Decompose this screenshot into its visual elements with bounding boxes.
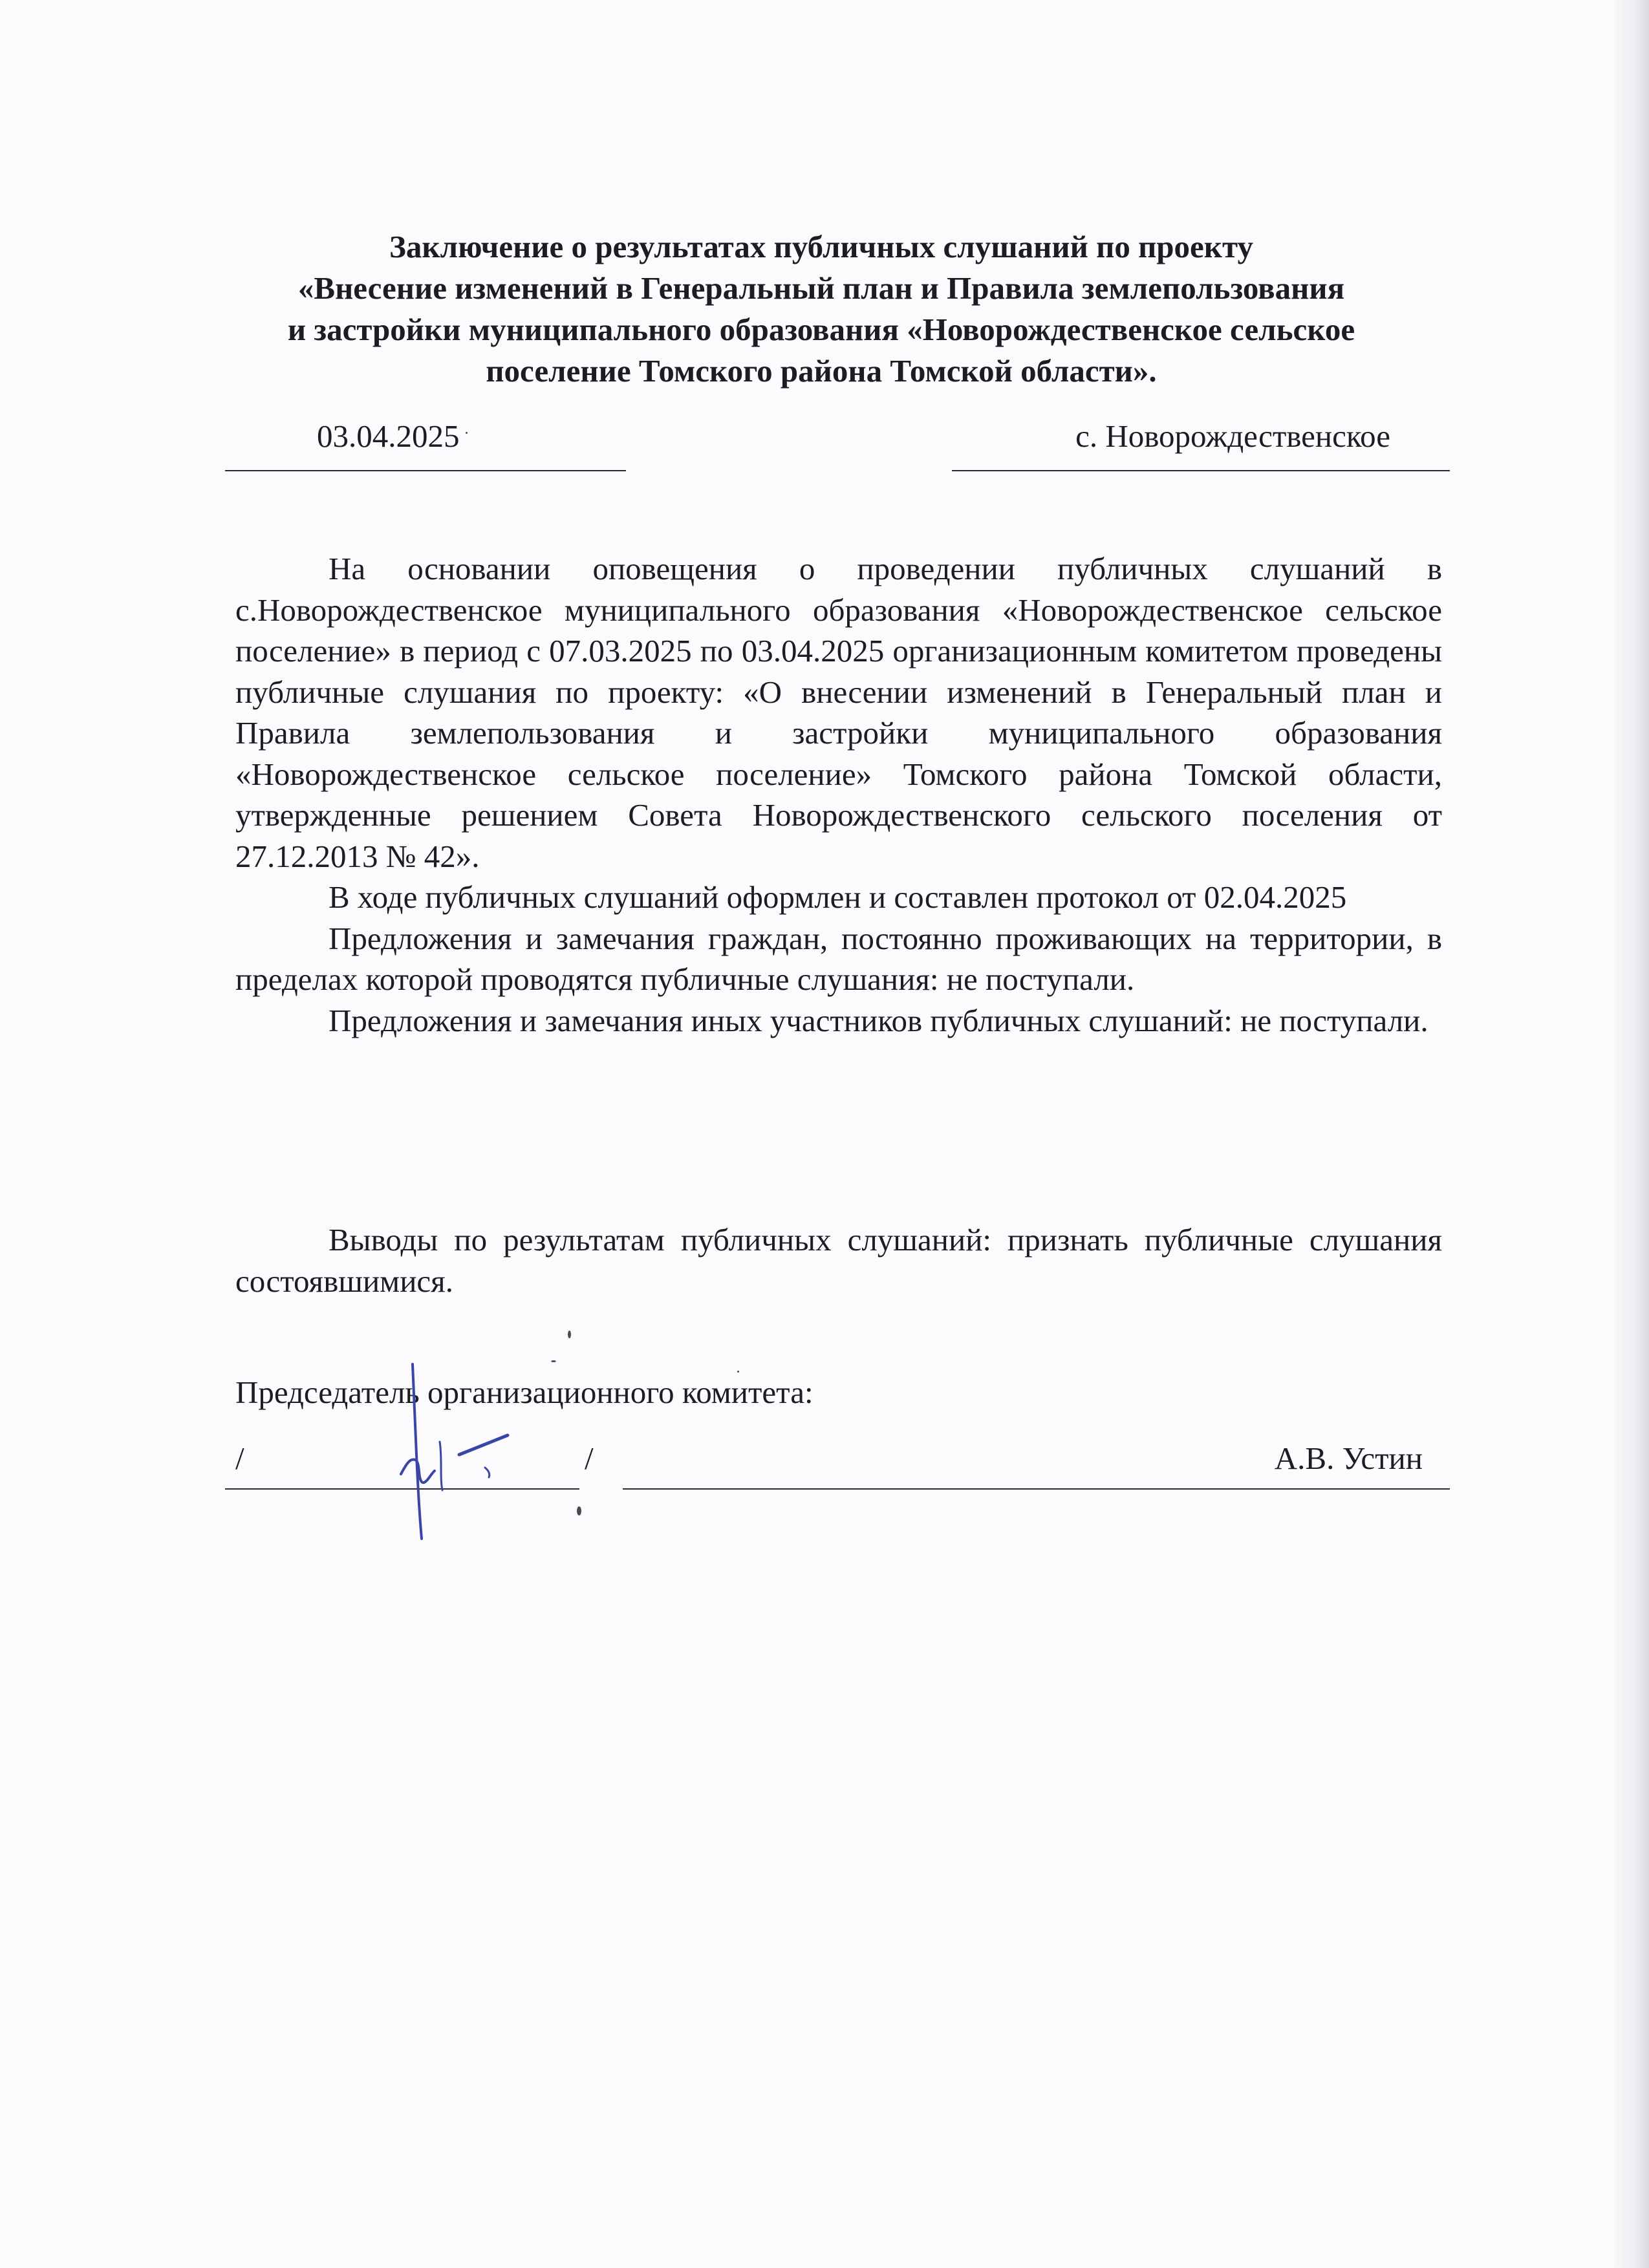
scan-speck — [737, 1371, 739, 1373]
paragraph-other-proposals: Предложения и замечания иных участников публичных слушаний: не поступали. — [329, 1002, 1428, 1038]
chairman-label: Председатель организационного комитета: — [235, 1375, 814, 1410]
place-underline — [952, 470, 1450, 471]
title-line-2: «Внесение изменений в Генеральный план и Правила землепользования — [297, 270, 1345, 306]
document-place: с. Новорождественское — [1075, 418, 1390, 454]
scan-speck — [466, 432, 468, 434]
scan-edge-shadow — [1610, 0, 1649, 2268]
paragraph-conclusion: Выводы по результатам публичных слушаний: признать публичные слушания состоявшимися. — [235, 1222, 1442, 1299]
scan-speck — [568, 1331, 571, 1338]
signature-slash-left: / — [235, 1440, 244, 1476]
document-title — [233, 226, 1410, 392]
paragraph-residents-proposals: Предложения и замечания граждан, постоянно проживающих на территории, в пределах которой проводятся публичные слушания: не поступали. — [235, 920, 1442, 997]
signature-slash-right: / — [585, 1440, 594, 1476]
signer-name: А.В. Устин — [1274, 1440, 1423, 1476]
paragraph-notification: На основании оповещения о проведении публичных слушаний в с.Новорождественское муниципального образования «Новорождественское сельское поселение» в период с 07.03.2025 по 03.04.2025 организационным комитетом проведены публичные слушания по проекту: «О внесении изменений в Генеральный план и Правила землепользования и застройки муниципального образования «Новорождественское сельское поселение» Томского района Томской области, утвержденные решением Совета Новорождественского сельского поселения от 27.12.2013 № 42». — [235, 551, 1442, 874]
document-date: 03.04.2025 — [317, 418, 460, 454]
date-underline — [225, 470, 626, 471]
document-body — [235, 548, 1442, 1041]
name-underline — [623, 1488, 1450, 1490]
scan-speck — [551, 1360, 556, 1362]
title-line-4: поселение Томского района Томской области». — [486, 353, 1157, 389]
handwritten-signature — [362, 1345, 608, 1565]
paragraph-protocol: В ходе публичных слушаний оформлен и составлен протокол от 02.04.2025 — [329, 879, 1347, 915]
scan-speck — [577, 1506, 581, 1515]
title-line-1: Заключение о результатах публичных слушаний по проекту — [389, 229, 1253, 264]
title-line-3: и застройки муниципального образования «Новорождественское сельское — [287, 312, 1355, 347]
